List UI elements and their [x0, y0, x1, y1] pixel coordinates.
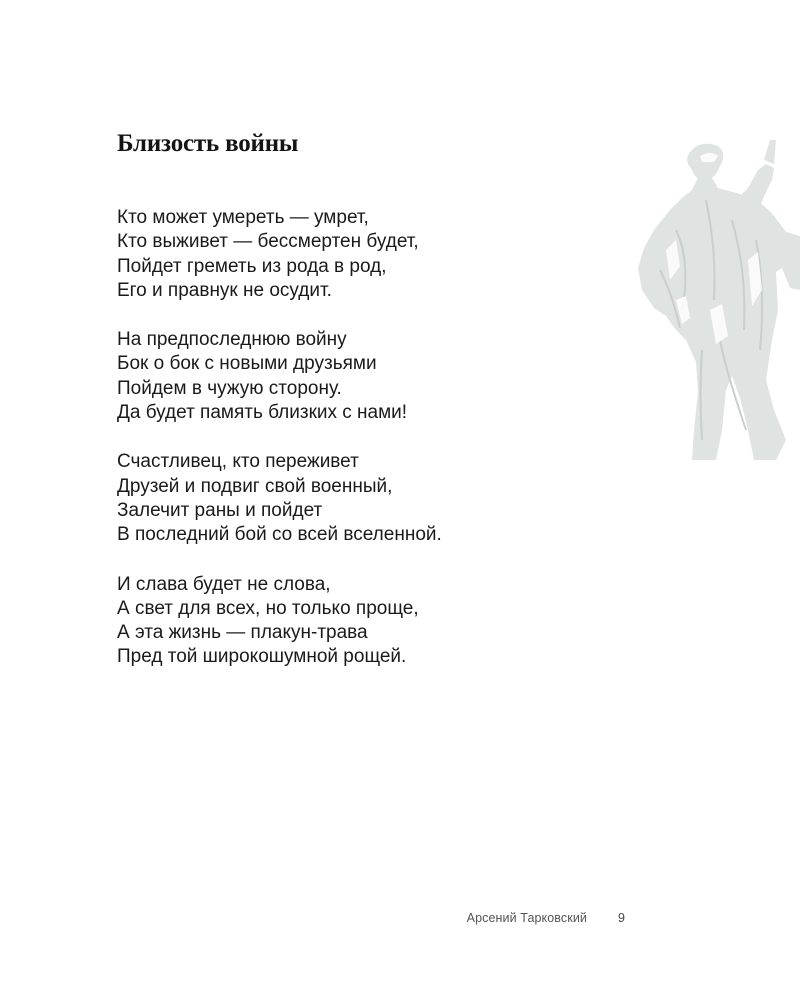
poem-line: Счастливец, кто переживет: [117, 451, 359, 473]
page-number: 9: [618, 911, 625, 925]
poem-line: Залечит раны и пойдет: [117, 499, 323, 521]
poem-line: Пойдет греметь из рода в род,: [117, 255, 387, 277]
stanza-4: [117, 573, 577, 670]
poem-line: Пред той широкошумной рощей.: [117, 646, 407, 668]
poem-line: Бок о бок с новыми друзьями: [117, 353, 377, 375]
poem-title: Близость войны: [117, 130, 299, 157]
stanza-2: [117, 328, 577, 425]
soldier-monument-illustration: [636, 140, 800, 460]
poem-line: А свет для всех, но только проще,: [117, 597, 419, 619]
page-footer: [0, 911, 800, 931]
poem-line: Пойдем в чужую сторону.: [117, 377, 342, 399]
poem-body: [117, 206, 577, 695]
stanza-3: [117, 450, 577, 547]
poem-line: Да будет память близких с нами!: [117, 402, 408, 424]
poem-line: А эта жизнь — плакун-трава: [117, 622, 368, 644]
poem-line: Его и правнук не осудит.: [117, 279, 332, 301]
running-footer-author: Арсений Тарковский: [466, 911, 587, 925]
poem-line: Кто может умереть — умрет,: [117, 207, 369, 228]
poem-line: И слава будет не слова,: [117, 573, 331, 595]
poem-line: В последний бой со всей вселенной.: [117, 524, 442, 546]
poem-line: Кто выживет — бессмертен будет,: [117, 231, 419, 253]
poem-line: На предпоследнюю войну: [117, 329, 347, 351]
stanza-1: [117, 206, 577, 303]
poem-line: Друзей и подвиг свой военный,: [117, 475, 393, 497]
